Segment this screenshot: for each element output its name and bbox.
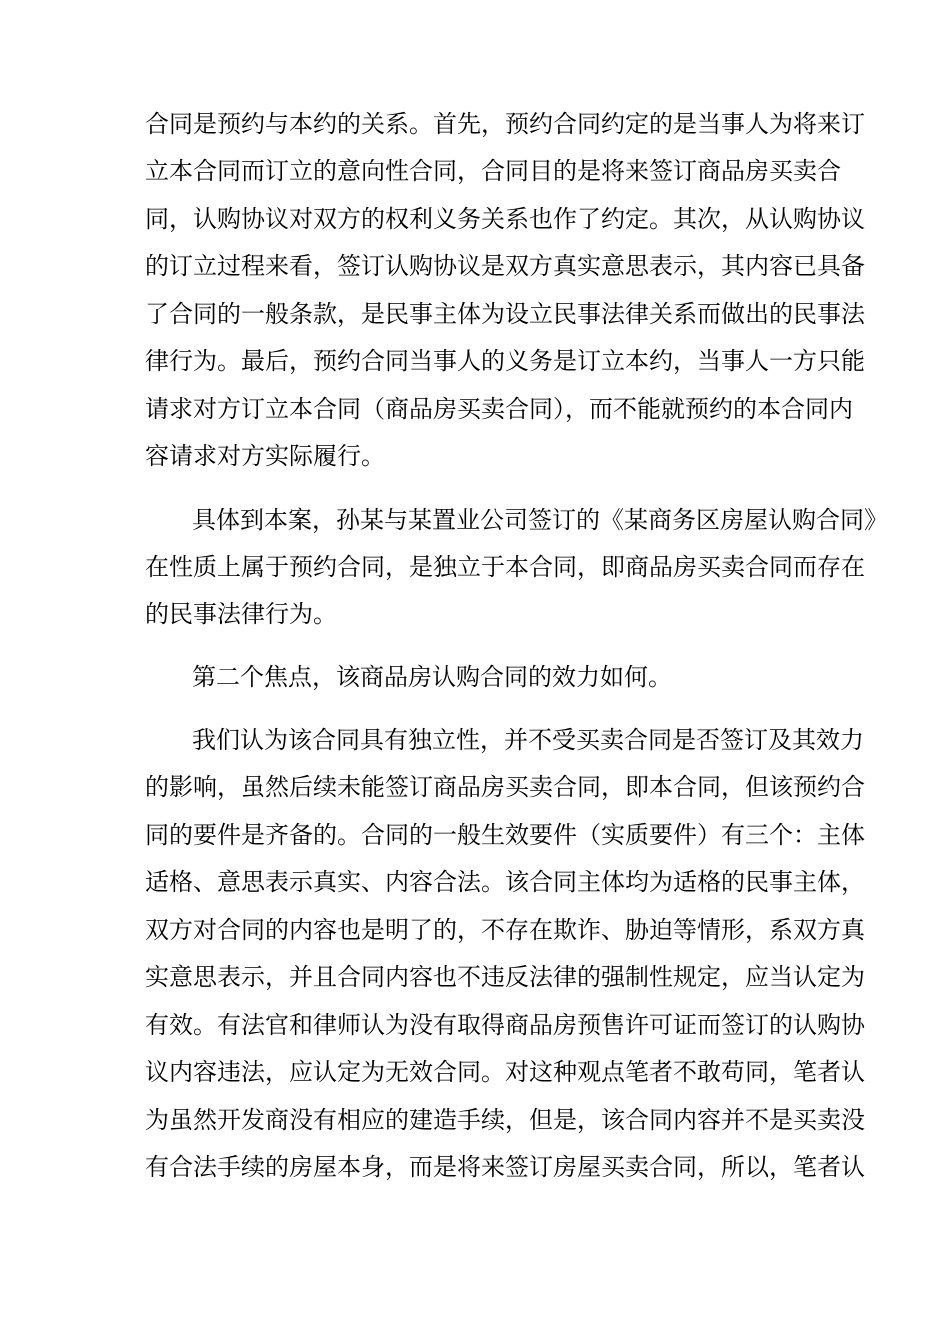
text-line: 议内容违法，应认定为无效合同。对这种观点笔者不敢苟同，笔者认: [145, 1058, 865, 1086]
text-line: 的影响，虽然后续未能签订商品房买卖合同，即本合同，但该预约合: [145, 773, 865, 801]
text-line: 双方对合同的内容也是明了的，不存在欺诈、胁迫等情形，系双方真: [145, 916, 865, 944]
text-line: 立本合同而订立的意向性合同，合同目的是将来签订商品房买卖合: [145, 157, 841, 185]
paragraph-first-line: 我们认为该合同具有独立性，并不受买卖合同是否签订及其效力: [192, 726, 864, 754]
text-line: 同，认购协议对双方的权利义务关系也作了约定。其次，从认购协议: [145, 205, 865, 233]
text-line: 为虽然开发商没有相应的建造手续，但是，该合同内容并不是买卖没: [145, 1106, 865, 1134]
text-line: 请求对方订立本合同（商品房买卖合同），而不能就预约的本合同内: [145, 395, 853, 423]
text-line: 容请求对方实际履行。: [145, 442, 385, 470]
text-line: 律行为。最后，预约合同当事人的义务是订立本约，当事人一方只能: [145, 347, 865, 375]
paragraph-first-line: 第二个焦点，该商品房认购合同的效力如何。: [192, 663, 672, 691]
text-line: 实意思表示，并且合同内容也不违反法律的强制性规定，应当认定为: [145, 963, 865, 991]
text-line: 在性质上属于预约合同，是独立于本合同，即商品房买卖合同而存在: [145, 553, 865, 581]
paragraph-first-line: 具体到本案，孙某与某置业公司签订的《某商务区房屋认购合同》: [192, 506, 888, 534]
text-line: 了合同的一般条款，是民事主体为设立民事法律关系而做出的民事法: [145, 300, 865, 328]
text-line: 适格、意思表示真实、内容合法。该合同主体均为适格的民事主体，: [145, 868, 865, 896]
text-line: 有效。有法官和律师认为没有取得商品房预售许可证而签订的认购协: [145, 1011, 865, 1039]
text-line: 合同是预约与本约的关系。首先，预约合同约定的是当事人为将来订: [145, 110, 865, 138]
text-line: 同的要件是齐备的。合同的一般生效要件（实质要件）有三个：主体: [145, 821, 865, 849]
text-line: 的民事法律行为。: [145, 600, 337, 628]
text-line: 有合法手续的房屋本身，而是将来签订房屋买卖合同，所以，笔者认: [145, 1153, 865, 1181]
text-line: 的订立过程来看，签订认购协议是双方真实意思表示，其内容已具备: [145, 252, 865, 280]
